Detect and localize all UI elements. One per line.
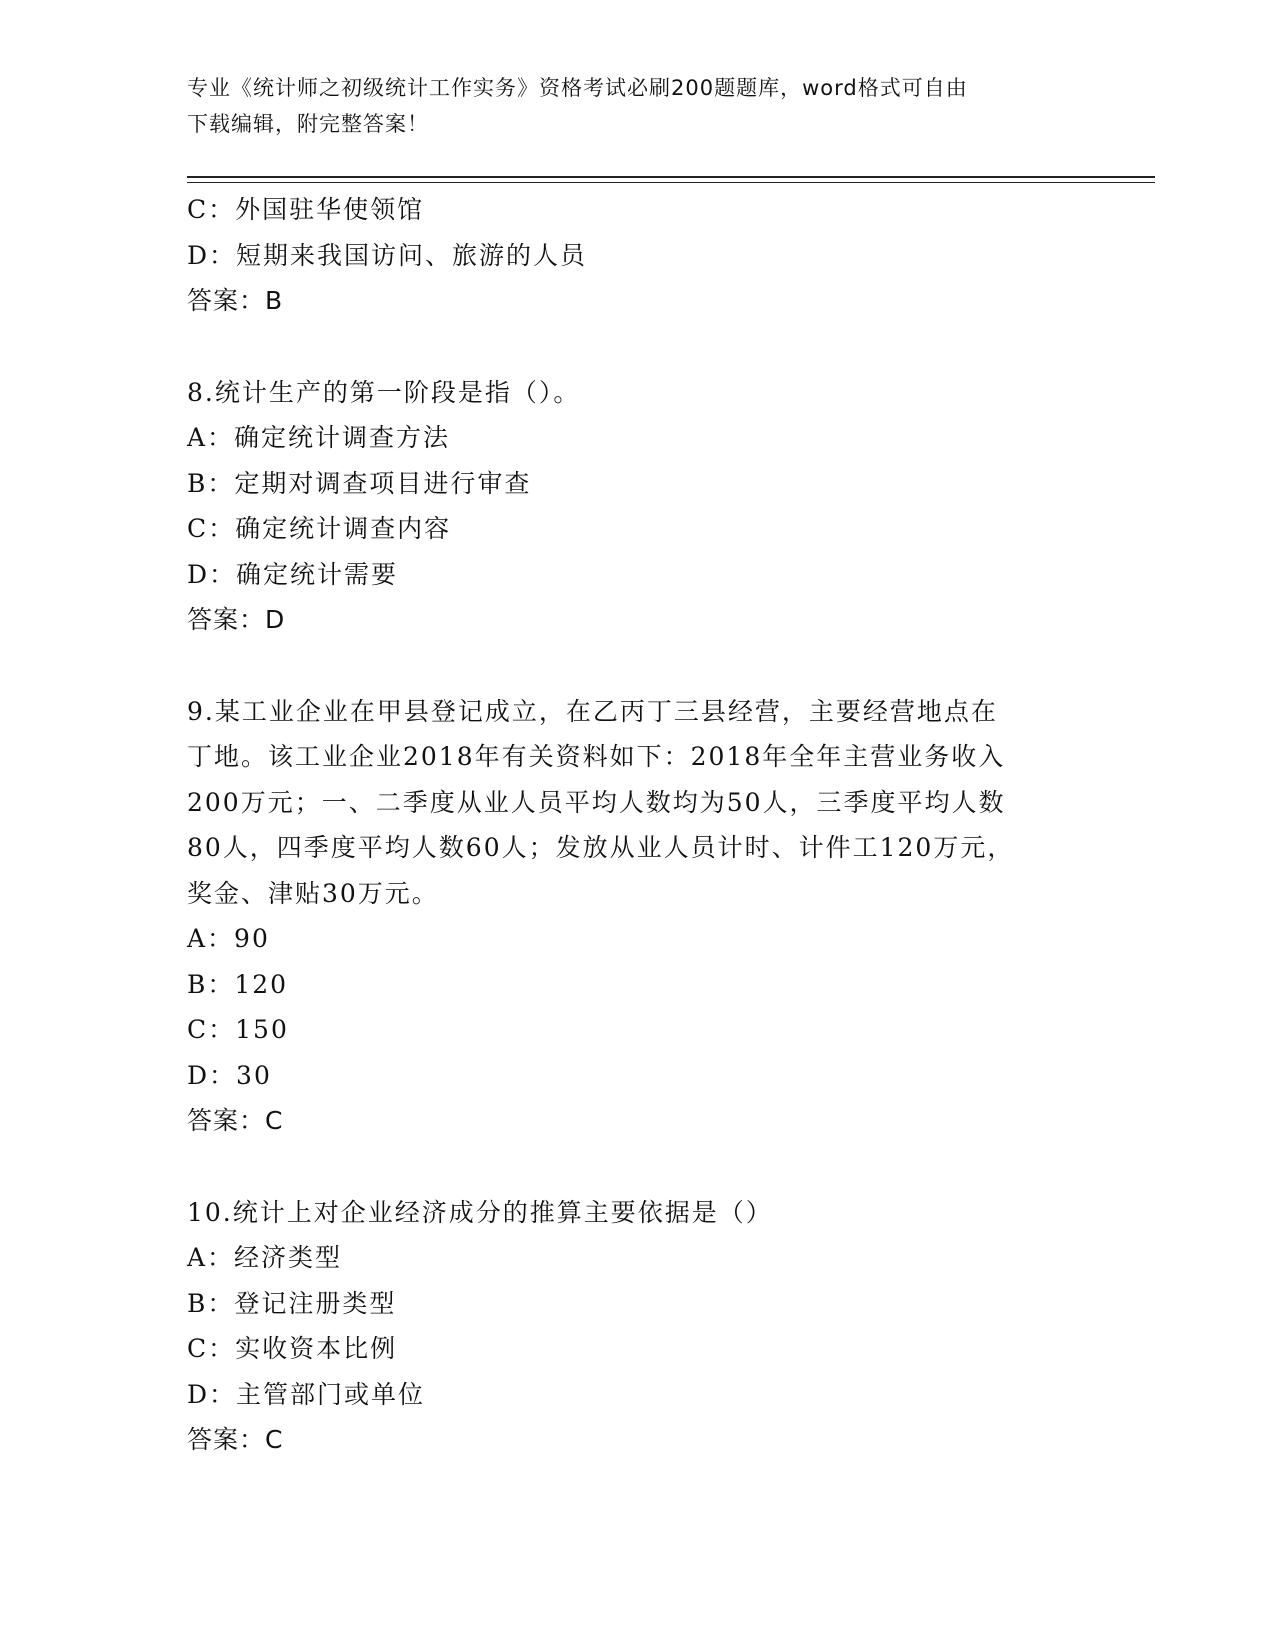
header-line-2: 下载编辑，附完整答案！ xyxy=(187,112,429,136)
question-block-8 xyxy=(187,370,1087,643)
header-divider-thick xyxy=(187,176,1155,178)
option-b: B：定期对调查项目进行审查 xyxy=(187,468,532,498)
question-text-line: 奖金、津贴30万元。 xyxy=(187,878,439,908)
question-text-line: 200万元；一、二季度从业人员平均人数均为50人，三季度平均人数 xyxy=(187,787,1006,817)
question-block-9 xyxy=(187,689,1087,1144)
option-d: D：主管部门或单位 xyxy=(187,1379,426,1409)
option-a: A：确定统计调查方法 xyxy=(187,423,451,452)
option-d: D：确定统计需要 xyxy=(187,559,399,589)
question-text: 8.统计生产的第一阶段是指（）。 xyxy=(187,377,581,407)
option-b: B：登记注册类型 xyxy=(187,1288,397,1318)
header-divider-thin xyxy=(187,182,1155,183)
option-a: A：经济类型 xyxy=(187,1243,343,1272)
header-line-1: 专业《统计师之初级统计工作实务》资格考试必刷200题题库，word格式可自由 xyxy=(187,76,968,100)
question-text-line: 9.某工业企业在甲县登记成立，在乙丙丁三县经营，主要经营地点在 xyxy=(187,696,998,726)
option-c: C：外国驻华使领馆 xyxy=(187,195,425,224)
option-d: D：30 xyxy=(187,1060,272,1090)
question-text-line: 80人，四季度平均人数60人；发放从业人员计时、计件工120万元， xyxy=(187,833,1015,862)
question-text-line: 丁地。该工业企业2018年有关资料如下：2018年全年主营业务收入 xyxy=(187,742,1006,771)
answer-line: 答案：D xyxy=(187,605,286,634)
question-list xyxy=(187,187,1087,1463)
answer-line: 答案：B xyxy=(187,286,284,315)
option-c: C：确定统计调查内容 xyxy=(187,514,452,543)
option-a: A：90 xyxy=(187,924,270,953)
option-b: B：120 xyxy=(187,969,289,999)
question-block-10 xyxy=(187,1190,1087,1463)
option-c: C：实收资本比例 xyxy=(187,1334,398,1363)
answer-line: 答案：C xyxy=(187,1425,284,1454)
document-header xyxy=(187,70,1067,142)
question-block-7 xyxy=(187,187,1087,324)
answer-line: 答案：C xyxy=(187,1106,284,1135)
question-text: 10.统计上对企业经济成分的推算主要依据是（） xyxy=(187,1197,773,1227)
option-c: C：150 xyxy=(187,1015,289,1044)
option-d: D：短期来我国访问、旅游的人员 xyxy=(187,240,588,270)
